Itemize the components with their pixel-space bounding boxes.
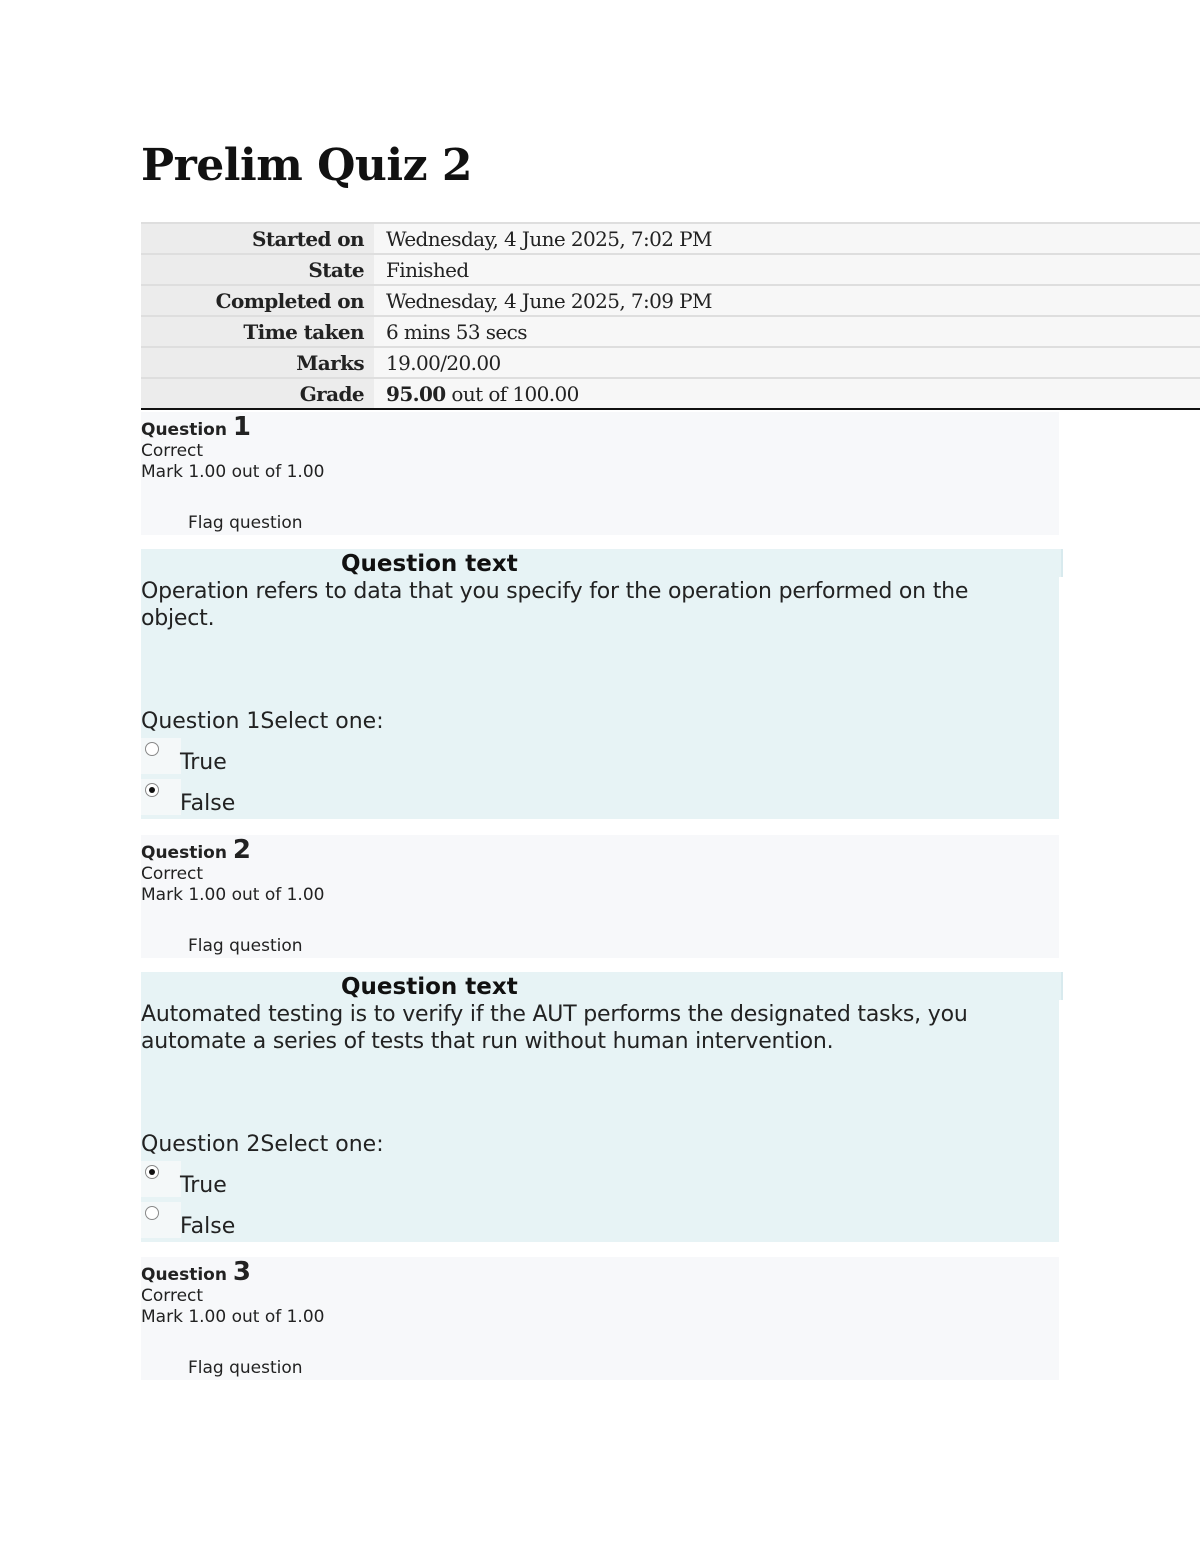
question-mark: Mark 1.00 out of 1.00	[141, 885, 325, 905]
summary-label: Marks	[141, 347, 374, 378]
flag-question-link[interactable]: Flag question	[188, 513, 303, 533]
question-number	[141, 412, 251, 442]
question-label: Question	[141, 1265, 227, 1285]
radio-checked-icon[interactable]	[145, 1165, 159, 1179]
option-label-false[interactable]: False	[180, 1214, 236, 1239]
attempt-summary-table	[141, 222, 1200, 410]
option-label-true[interactable]: True	[180, 750, 227, 775]
summary-row-state	[141, 254, 1200, 285]
summary-label: Started on	[141, 223, 374, 254]
question-number	[141, 1257, 251, 1287]
summary-label: State	[141, 254, 374, 285]
question-1-info	[141, 412, 1059, 535]
summary-row-completed	[141, 285, 1200, 316]
question-text-label: Question text	[341, 551, 518, 577]
question-state: Correct	[141, 864, 204, 884]
summary-value: 6 mins 53 secs	[374, 316, 1200, 347]
summary-label: Completed on	[141, 285, 374, 316]
question-number	[141, 835, 251, 865]
radio-unchecked-icon[interactable]	[145, 742, 159, 756]
select-one-prompt: Question 1Select one:	[141, 709, 384, 734]
summary-row-started	[141, 223, 1200, 254]
option-true[interactable]	[141, 738, 181, 774]
option-label-false[interactable]: False	[180, 791, 236, 816]
summary-value: Wednesday, 4 June 2025, 7:09 PM	[374, 285, 1200, 316]
question-number-value: 3	[232, 1257, 251, 1287]
grade-suffix: out of 100.00	[451, 381, 579, 406]
flag-question-link[interactable]: Flag question	[188, 936, 303, 956]
question-label: Question	[141, 843, 227, 863]
option-false[interactable]	[141, 779, 181, 815]
option-true[interactable]	[141, 1161, 181, 1197]
question-mark: Mark 1.00 out of 1.00	[141, 462, 325, 482]
question-state: Correct	[141, 441, 204, 461]
question-3-info	[141, 1257, 1059, 1380]
question-number-value: 2	[232, 835, 251, 865]
question-2-info	[141, 835, 1059, 958]
summary-row-marks	[141, 347, 1200, 378]
question-text-label: Question text	[341, 974, 518, 1000]
summary-row-grade	[141, 378, 1200, 409]
question-text: Operation refers to data that you specify for the operation performed on the object.	[141, 579, 969, 631]
summary-row-time-taken	[141, 316, 1200, 347]
question-mark: Mark 1.00 out of 1.00	[141, 1307, 325, 1327]
question-1-content	[141, 549, 1059, 819]
radio-checked-icon[interactable]	[145, 783, 159, 797]
question-text: Automated testing is to verify if the AUT performs the designated tasks, you automate a series of tests that run without human intervention.	[141, 1002, 968, 1054]
summary-label: Time taken	[141, 316, 374, 347]
summary-value: 19.00/20.00	[374, 347, 1200, 378]
flag-question-link[interactable]: Flag question	[188, 1358, 303, 1378]
question-label: Question	[141, 420, 227, 440]
question-number-value: 1	[232, 412, 251, 442]
question-2-content	[141, 972, 1059, 1242]
option-label-true[interactable]: True	[180, 1173, 227, 1198]
summary-value: Finished	[374, 254, 1200, 285]
question-state: Correct	[141, 1286, 204, 1306]
grade-number: 95.00	[386, 381, 446, 406]
page-title: Prelim Quiz 2	[141, 140, 473, 191]
select-one-prompt: Question 2Select one:	[141, 1132, 384, 1157]
summary-label: Grade	[141, 378, 374, 409]
option-false[interactable]	[141, 1202, 181, 1238]
summary-value: Wednesday, 4 June 2025, 7:02 PM	[374, 223, 1200, 254]
radio-unchecked-icon[interactable]	[145, 1206, 159, 1220]
summary-value	[374, 378, 1200, 409]
